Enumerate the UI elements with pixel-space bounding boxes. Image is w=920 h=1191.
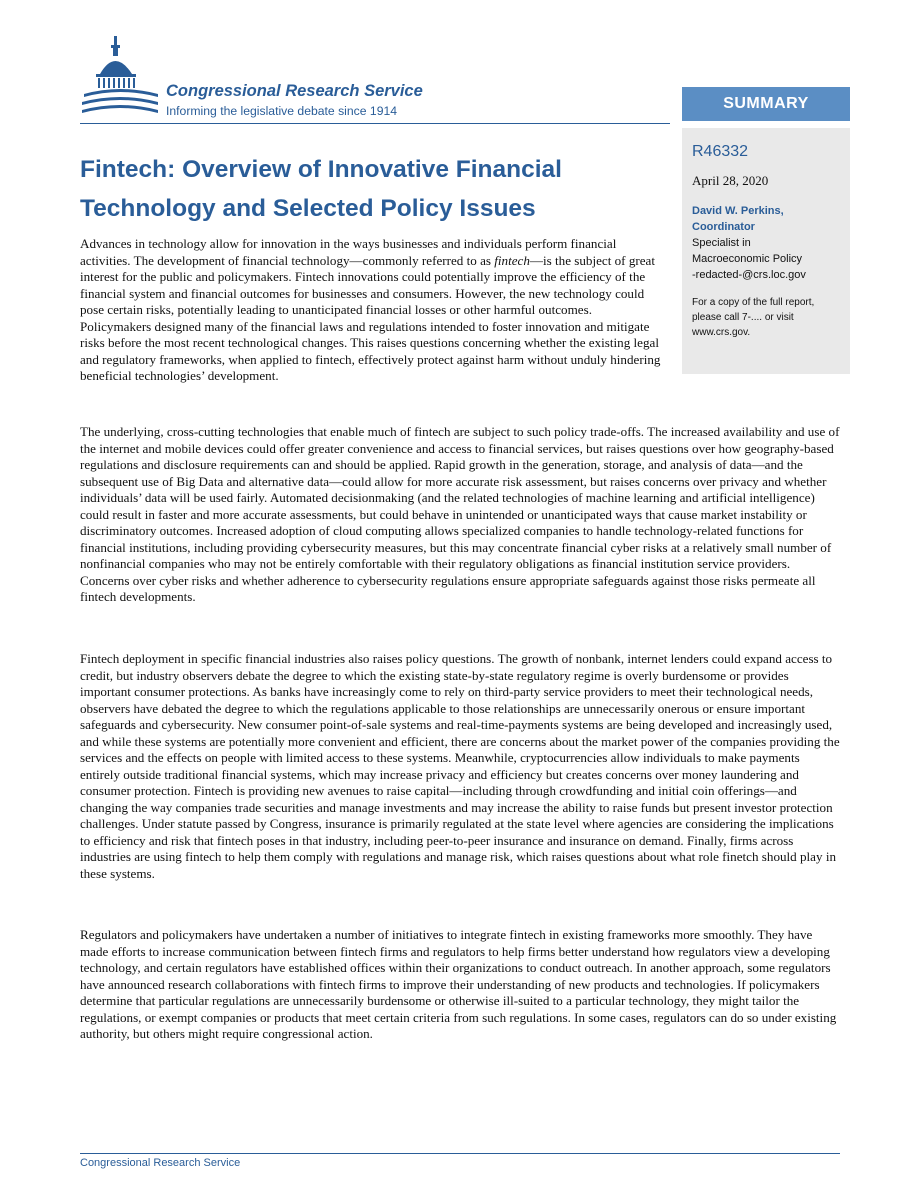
author-role: Coordinator bbox=[692, 221, 755, 233]
org-tagline: Informing the legislative debate since 1914 bbox=[166, 104, 398, 118]
copy-note-line-2: please call 7-.... or visit bbox=[692, 312, 794, 323]
crs-logo bbox=[80, 34, 480, 124]
capitol-dome-icon bbox=[80, 34, 160, 124]
paragraph-1 bbox=[80, 236, 665, 385]
summary-sidebar bbox=[682, 128, 850, 374]
paragraph-1-text-b: —is the subject of great interest for the public and policymakers. Fintech innovations could potentially improve the efficiency of the financial system and financial outcomes for businesses and consumers. However, the new technology could pose certain risks, potentially leading to unanticipated financial losses or other harmful outcomes. Policymakers designed many of the financial laws and regulations intended to foster innovation and mitigate risks before the most recent technological changes. This raises questions concerning whether the existing legal and regulatory frameworks, when applied to fintech, effectively protect against harm without unduly hindering beneficial technologies’ development. bbox=[80, 252, 661, 383]
paragraph-3: Fintech deployment in specific financial industries also raises policy questions. The growth of nonbank, internet lenders could expand access to credit, but industry observers debate the degree to which the existing state-by-state regulatory regime is overly burdensome or provides important consumer protections. As banks have increasingly come to rely on third-party service providers to meet their technological needs, observers have debated the degree to which the regulations applicable to those relationships are unnecessarily onerous or ensure important safeguards and cybersecurity. New consumer point-of-sale systems and real-time-payments systems are being developed and increasingly used, and while these systems are potentially more convenient and efficient, there are concerns about the market power of the companies providing the services and the effects on people with limited access to these systems. Meanwhile, cryptocurrencies allow individuals to make payments entirely outside traditional financial systems, which may increase privacy and efficiency but creates concerns over money laundering and consumer protection. Fintech is providing new avenues to raise capital—including through crowdfunding and initial coin offerings—and changing the way companies trade securities and manage investments and may increase the ability to raise funds but present investor protection challenges. Under statute passed by Congress, insurance is primarily regulated at the state level where agencies are considering the implications to efficiency and risk that fintech poses in that industry, including peer-to-peer insurance and insurance on demand. Finally, firms across industries are using fintech to help them comply with regulations and manage risk, which raises questions about what role finetch should play in these systems. bbox=[80, 651, 840, 881]
summary-banner: SUMMARY bbox=[682, 87, 850, 121]
author-email[interactable]: -redacted-@crs.loc.gov bbox=[692, 269, 806, 281]
footer-text: Congressional Research Service bbox=[80, 1157, 241, 1169]
author-title-line-1: Specialist in bbox=[692, 237, 751, 249]
author-name bbox=[692, 203, 840, 235]
crs-website-link[interactable]: www.crs.gov. bbox=[692, 327, 751, 338]
copy-note bbox=[692, 295, 840, 340]
page-title: Fintech: Overview of Innovative Financial Technology and Selected Policy Issues bbox=[80, 156, 562, 222]
paragraph-2: The underlying, cross-cutting technologies that enable much of fintech are subject to such policy trade-offs. The increased availability and use of the internet and mobile devices could offer greater convenience and access to financial services, but raises questions over how geography-based regulations and disclosure requirements can and should be applied. Rapid growth in the generation, storage, and analysis of data—and the subsequent use of Big Data and alternative data—could allow for more accurate risk assessment, but raises concerns over privacy and whether individuals’ data will be used fairly. Automated decisionmaking (and the related technologies of machine learning and artificial intelligence) could result in faster and more accurate assessments, but could behave in unintended or unanticipated ways that cause market instability or discriminatory outcomes. Increased adoption of cloud computing allows specialized companies to handle technology-related functions for financial institutions, including providing cybersecurity measures, but this may concentrate financial cyber risks at a relatively small number of nonfinancial companies who may not be entirely comfortable with their regulatory obligations as financial institution service providers. Concerns over cyber risks and whether adherence to cybersecurity regulations ensure appropriate safeguards against those risks permeate all fintech developments. bbox=[80, 424, 840, 604]
header-divider bbox=[80, 123, 670, 124]
paragraph-4: Regulators and policymakers have undertaken a number of initiatives to integrate fintech in existing frameworks more smoothly. They have made efforts to increase communication between fintech firms and regulators to help firms better understand how regulators view a developing technology, and certain regulators have established offices within their organizations to conduct outreach. In another approach, some regulators have announced research collaborations with fintech firms to improve their understanding of new products and technologies. If policymakers determine that particular regulations are unnecessarily burdensome or otherwise ill-suited to a particular technology, they might tailor the regulations, or exempt companies or products that meet certain criteria from such regulations. In some cases, regulators can do so under existing authority, but others might require congressional action. bbox=[80, 927, 837, 1041]
copy-note-line-1: For a copy of the full report, bbox=[692, 297, 815, 308]
author-title-line-2: Macroeconomic Policy bbox=[692, 253, 803, 265]
author-title bbox=[692, 235, 840, 283]
report-number: R46332 bbox=[692, 143, 749, 160]
org-name: Congressional Research Service bbox=[166, 82, 423, 100]
report-date: April 28, 2020 bbox=[692, 173, 769, 188]
author-name-line: David W. Perkins, bbox=[692, 205, 784, 217]
paragraph-1-text-a: Advances in technology allow for innovation in the ways businesses and individuals perform financial activities. The development of financial technology—commonly referred to as bbox=[80, 236, 617, 268]
footer-divider bbox=[80, 1153, 840, 1154]
fintech-term: fintech bbox=[494, 252, 530, 268]
